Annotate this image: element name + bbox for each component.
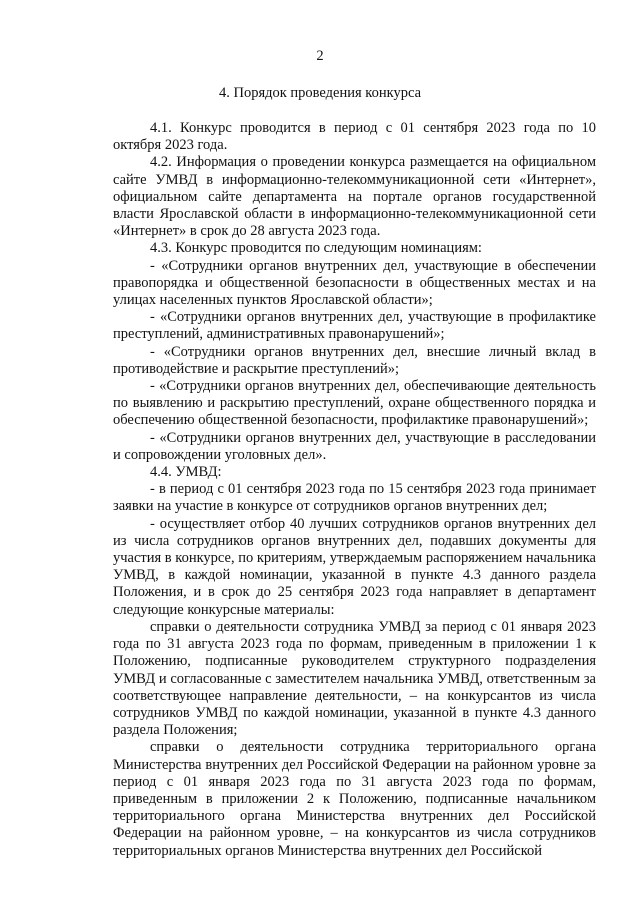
- materials-item: справки о деятельности сотрудника УМВД за период с 01 января 2023 года по 31 августа 2023 года по формам, приведенным в приложении 1 к Положению, подписанные руководителем структурного подразделения УМВД и согласованные с заместителем начальника УМВД, ответственным за соответствующее направление деятельности, – на конкурсантов из числа сотрудников УМВД по каждой номинации, указанной в пункте 4.3 данного раздела Положения;: [113, 618, 596, 739]
- nomination-item: - «Сотрудники органов внутренних дел, участвующие в расследовании и сопровождении уголовных дел».: [113, 429, 596, 463]
- nomination-item: - «Сотрудники органов внутренних дел, участвующие в профилактике преступлений, административных правонарушений»;: [113, 309, 596, 343]
- page-number: 2: [316, 48, 324, 64]
- nomination-item: - «Сотрудники органов внутренних дел, участвующие в обеспечении правопорядка и общественной безопасности в общественных местах и на улицах населенных пунктов Ярославской области»;: [113, 257, 596, 309]
- paragraph-4-4: 4.4. УМВД:: [150, 464, 222, 481]
- document-body: [113, 120, 596, 860]
- paragraph-4-3: 4.3. Конкурс проводится по следующим номинациям:: [150, 240, 482, 257]
- nomination-item: - «Сотрудники органов внутренних дел, обеспечивающие деятельность по выявлению и раскрытию преступлений, охране общественного порядка и обеспечению общественной безопасности, профилактике правонарушений»;: [113, 378, 596, 429]
- paragraph-4-2: 4.2. Информация о проведении конкурса размещается на официальном сайте УМВД в информационно-телекоммуникационной сети «Интернет», официальном сайте департамента на портале органов государственной власти Ярославской области в информационно-телекоммуникационной сети «Интернет» в срок до 28 августа 2023 года.: [113, 154, 596, 240]
- umvd-duty-item: - в период с 01 сентября 2023 года по 15 сентября 2023 года принимает заявки на участие в конкурсе от сотрудников органов внутренних дел;: [113, 481, 596, 515]
- paragraph-4-1: 4.1. Конкурс проводится в период с 01 сентября 2023 года по 10 октября 2023 года.: [113, 120, 596, 154]
- nomination-item: - «Сотрудники органов внутренних дел, внесшие личный вклад в противодействие и раскрытие преступлений»;: [113, 343, 596, 377]
- umvd-duty-item: - осуществляет отбор 40 лучших сотрудников органов внутренних дел из числа сотрудников органов внутренних дел, подавших документы для участия в конкурсе, по критериям, утверждаемым распоряжением начальника УМВД, в каждой номинации, указанной в пункте 4.3 данного раздела Положения, и в срок до 25 сентября 2023 года направляет в департамент следующие конкурсные материалы:: [113, 515, 596, 618]
- materials-item: справки о деятельности сотрудника территориального органа Министерства внутренних дел Российской Федерации на районном уровне за период с 01 января 2023 года по 31 августа 2023 года по формам, приведенным в приложении 2 к Положению, подписанные начальником территориального органа Министерства внутренних дел Российской Федерации на районном уровне, – на конкурсантов из числа сотрудников территориальных органов Министерства внутренних дел Российской: [113, 739, 596, 859]
- section-title: 4. Порядок проведения конкурса: [218, 85, 422, 101]
